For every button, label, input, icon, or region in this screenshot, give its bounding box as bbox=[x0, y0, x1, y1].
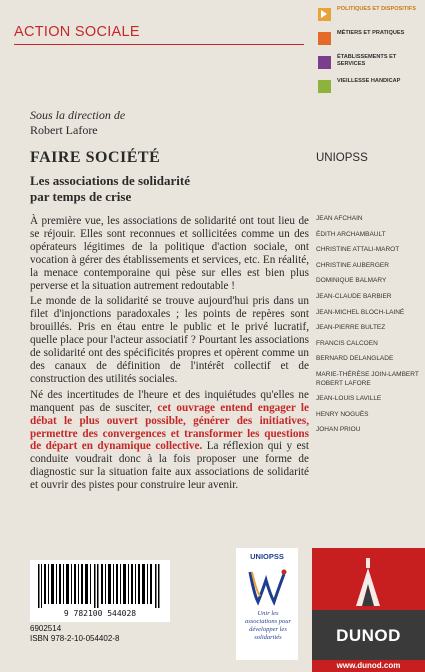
author-name: HENRY NOGUÈS bbox=[316, 410, 369, 418]
publisher-logo bbox=[312, 548, 425, 672]
legend-label: MÉTIERS ET PRATIQUES bbox=[337, 30, 405, 36]
author-name: CHRISTINE ATTALI-MAROT bbox=[316, 246, 400, 254]
product-code: 6902514 bbox=[30, 624, 62, 633]
uniopss-logo-name: UNIOPSS bbox=[250, 552, 284, 561]
uniopss-figure-icon bbox=[236, 562, 298, 612]
book-subtitle bbox=[30, 173, 270, 205]
author-name: MARIE-THÉRÈSE JOIN-LAMBERT bbox=[316, 370, 419, 378]
legend-item-etablissements bbox=[318, 54, 424, 78]
dunod-url: www.dunod.com bbox=[312, 660, 425, 672]
barcode-number: 9 782100 544028 bbox=[63, 609, 137, 618]
author-name: JEAN AFCHAIN bbox=[316, 215, 363, 222]
paragraph-3-start: Né des incertitudes de l'heure et des inquiétudes qu'elles ne manquent pas de susciter, bbox=[30, 388, 309, 414]
legend-item-vieillesse bbox=[318, 78, 424, 102]
paragraph-1: À première vue, les associations de solidarité ont tout lieu de se réjouir. Elles sont reconnues et sollicitées comme un des opérateurs légitimes de la politique d'action sociale, ont vocation à gérer des établissements et services, etc. En réalité, la menace contemporaine qui pèse sur elles est bien plus perverse et la situation autrement redoutable ! bbox=[30, 215, 309, 292]
dunod-emblem-icon bbox=[312, 548, 425, 610]
legend-swatch-arrow-icon bbox=[318, 8, 331, 21]
co-publisher: UNIOPSS bbox=[316, 152, 368, 164]
legend-label: ÉTABLISSEMENTS ET SERVICES bbox=[337, 54, 397, 67]
author-name: BERNARD DELANGLADE bbox=[316, 355, 394, 363]
author-list bbox=[316, 215, 424, 442]
editor-intro: Sous la direction de bbox=[30, 108, 126, 122]
book-title: FAIRE SOCIÉTÉ bbox=[30, 149, 161, 166]
legend-item-metiers bbox=[318, 30, 424, 54]
collection-legend bbox=[318, 6, 424, 102]
series-title-rule bbox=[14, 44, 304, 45]
author-name: JEAN-MICHEL BLOCH-LAINÉ bbox=[316, 308, 405, 316]
author-name: JOHAN PRIOU bbox=[316, 426, 361, 434]
top-band bbox=[0, 0, 425, 108]
barcode-bars bbox=[36, 564, 164, 608]
paragraph-3 bbox=[30, 389, 309, 492]
editor-name: Robert Lafore bbox=[30, 123, 98, 137]
legend-label: VIEILLESSE HANDICAP bbox=[337, 78, 401, 84]
back-cover-text bbox=[30, 215, 309, 495]
author-name: JEAN-LOUIS LAVILLE bbox=[316, 395, 382, 403]
subtitle-line-2: par temps de crise bbox=[30, 189, 132, 204]
dunod-red-panel bbox=[312, 548, 425, 610]
paragraph-2: Le monde de la solidarité se trouve aujourd'hui pris dans un filet d'injonctions paradoxales ; les points de repères sont brouillés. Pris en étau entre le public et le privé lucratif, quelle place pour l'acteur associatif ? Pourtant les associations de solidarité ont des spécificités propres et opèrent comme un des canaux de définition de l'intérêt collectif et de construction des utilités sociales. bbox=[30, 295, 309, 385]
legend-swatch bbox=[318, 32, 331, 45]
uniopss-tagline: Unir les associations pour développer les solidarités bbox=[244, 610, 292, 641]
author-name: FRANCIS CALCOEN bbox=[316, 339, 378, 347]
isbn: ISBN 978-2-10-054402-8 bbox=[30, 634, 120, 643]
author-name: JEAN-PIERRE BULTEZ bbox=[316, 324, 386, 332]
paragraph-3-end: La réflexion qui y est conduite voudrait donc à la fois proposer une forme de diagnostic sur la situation faite aux associations de solidarité et ouvrir des pistes pour construire leur avenir. bbox=[30, 440, 310, 492]
editor-credit bbox=[30, 108, 125, 138]
highlighted-statement: cet ouvrage entend engager le débat le plus ouvert possible, générer des initiatives, permettre des convergences et transformer les questions de départ en dynamique collective. bbox=[30, 401, 309, 453]
legend-item-politiques bbox=[318, 6, 424, 30]
legend-swatch bbox=[318, 56, 331, 69]
legend-label: POLITIQUES ET DISPOSITIFS bbox=[337, 6, 416, 12]
dunod-name: DUNOD bbox=[336, 626, 401, 645]
author-name: CHRISTINE AUBERGER bbox=[316, 261, 389, 269]
series-title: ACTION SOCIALE bbox=[14, 24, 140, 40]
barcode bbox=[30, 560, 170, 622]
author-name: JEAN-CLAUDE BARBIER bbox=[316, 292, 392, 300]
author-name: ROBERT LAFORE bbox=[316, 379, 371, 387]
subtitle-line-1: Les associations de solidarité bbox=[30, 173, 190, 188]
author-name: DOMINIQUE BALMARY bbox=[316, 277, 387, 285]
uniopss-logo bbox=[236, 548, 298, 660]
product-codes bbox=[30, 624, 119, 644]
legend-swatch bbox=[318, 80, 331, 93]
author-name: ÉDITH ARCHAMBAULT bbox=[316, 230, 386, 238]
